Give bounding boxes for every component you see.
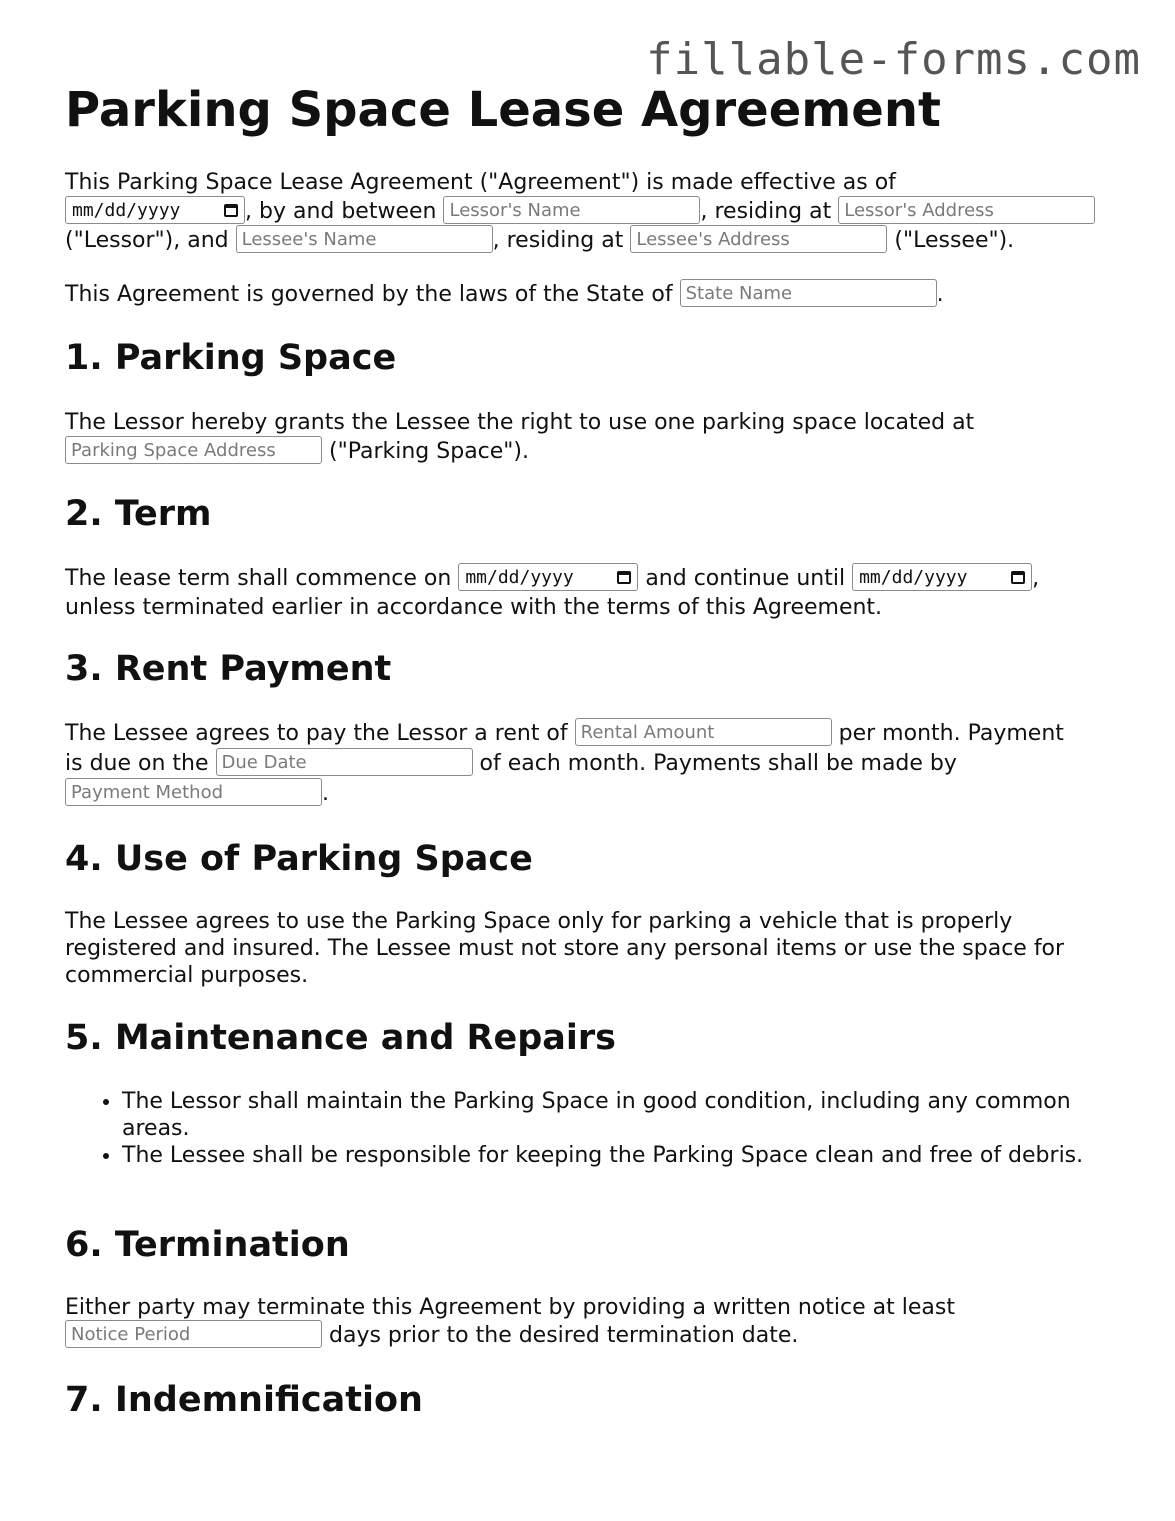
list-item: • The Lessee shall be responsible for keeping the Parking Space clean and free of debris. — [122, 1142, 1115, 1169]
term-text-4: unless terminated earlier in accordance with the terms of this Agreement. — [65, 595, 883, 620]
intro-text-3: , residing at — [700, 199, 832, 224]
state-name-input[interactable] — [680, 279, 937, 307]
term-start-placeholder: mm/dd/yyyy — [465, 566, 574, 588]
parking-space-address-input[interactable] — [65, 436, 322, 464]
maintenance-list — [65, 1088, 1115, 1169]
section-heading-indemnification: 7. Indemnification — [65, 1380, 423, 1420]
calendar-icon[interactable] — [1011, 571, 1025, 584]
rent-text-5: . — [322, 781, 329, 806]
term-start-date-input[interactable] — [458, 563, 638, 591]
governing-law-paragraph — [65, 280, 1115, 309]
payment-method-input[interactable] — [65, 778, 322, 806]
term-text-2: and continue until — [645, 566, 846, 591]
watermark: fillable-forms.com — [646, 34, 1141, 85]
parking-space-text-1: The Lessor hereby grants the Lessee the right to use one parking space located at — [65, 410, 975, 435]
termination-paragraph — [65, 1294, 1115, 1350]
lessor-address-input[interactable] — [838, 196, 1095, 224]
page-title: Parking Space Lease Agreement — [65, 82, 941, 138]
use-of-parking-space-paragraph: The Lessee agrees to use the Parking Space only for parking a vehicle that is properly registered and insured. The Lessee must not store any personal items or use the space for commercial purposes. — [65, 909, 1065, 988]
intro-text-1: This Parking Space Lease Agreement ("Agreement") is made effective as of — [65, 170, 896, 195]
termination-text-1: Either party may terminate this Agreement by providing a written notice at least — [65, 1295, 955, 1320]
intro-text-2: , by and between — [245, 199, 437, 224]
rent-text-1: The Lessee agrees to pay the Lessor a rent of — [65, 721, 568, 746]
rent-text-2: per month. Payment — [838, 721, 1064, 746]
governing-text-2: . — [936, 282, 944, 307]
term-text-3: , — [1032, 566, 1040, 591]
intro-text-6: ("Lessee"). — [894, 228, 1015, 253]
rent-text-3: is due on the — [65, 751, 209, 776]
term-end-date-input[interactable] — [852, 563, 1032, 591]
section-heading-term: 2. Term — [65, 494, 212, 534]
term-text-1: The lease term shall commence on — [65, 566, 452, 591]
section-heading-rent-payment: 3. Rent Payment — [65, 649, 392, 689]
notice-period-input[interactable] — [65, 1320, 322, 1348]
term-end-placeholder: mm/dd/yyyy — [859, 566, 968, 588]
section-heading-parking-space: 1. Parking Space — [65, 338, 397, 378]
governing-text-1: This Agreement is governed by the laws of the State of — [65, 282, 673, 307]
parking-space-paragraph — [65, 408, 1115, 466]
termination-text-2: days prior to the desired termination date. — [329, 1323, 799, 1348]
list-item: • The Lessor shall maintain the Parking Space in good condition, including any common areas. — [122, 1088, 1115, 1142]
calendar-icon[interactable] — [617, 571, 631, 584]
term-paragraph — [65, 564, 1115, 622]
due-date-input[interactable] — [216, 748, 473, 776]
rent-text-4: of each month. Payments shall be made by — [479, 751, 957, 776]
effective-date-placeholder: mm/dd/yyyy — [72, 199, 181, 221]
rent-payment-paragraph — [65, 719, 1115, 809]
intro-paragraph — [65, 168, 1115, 255]
section-heading-termination: 6. Termination — [65, 1225, 350, 1265]
effective-date-input[interactable] — [65, 196, 245, 224]
calendar-icon[interactable] — [224, 204, 238, 217]
lessor-name-input[interactable] — [443, 196, 700, 224]
lessee-address-input[interactable] — [630, 225, 887, 253]
section-heading-maintenance: 5. Maintenance and Repairs — [65, 1018, 617, 1058]
lessee-name-input[interactable] — [236, 225, 493, 253]
intro-text-5: , residing at — [492, 228, 624, 253]
rental-amount-input[interactable] — [575, 718, 832, 746]
parking-space-text-2: ("Parking Space"). — [329, 439, 529, 464]
intro-text-4: ("Lessor"), and — [65, 228, 229, 253]
section-heading-use-of-parking-space: 4. Use of Parking Space — [65, 839, 533, 879]
